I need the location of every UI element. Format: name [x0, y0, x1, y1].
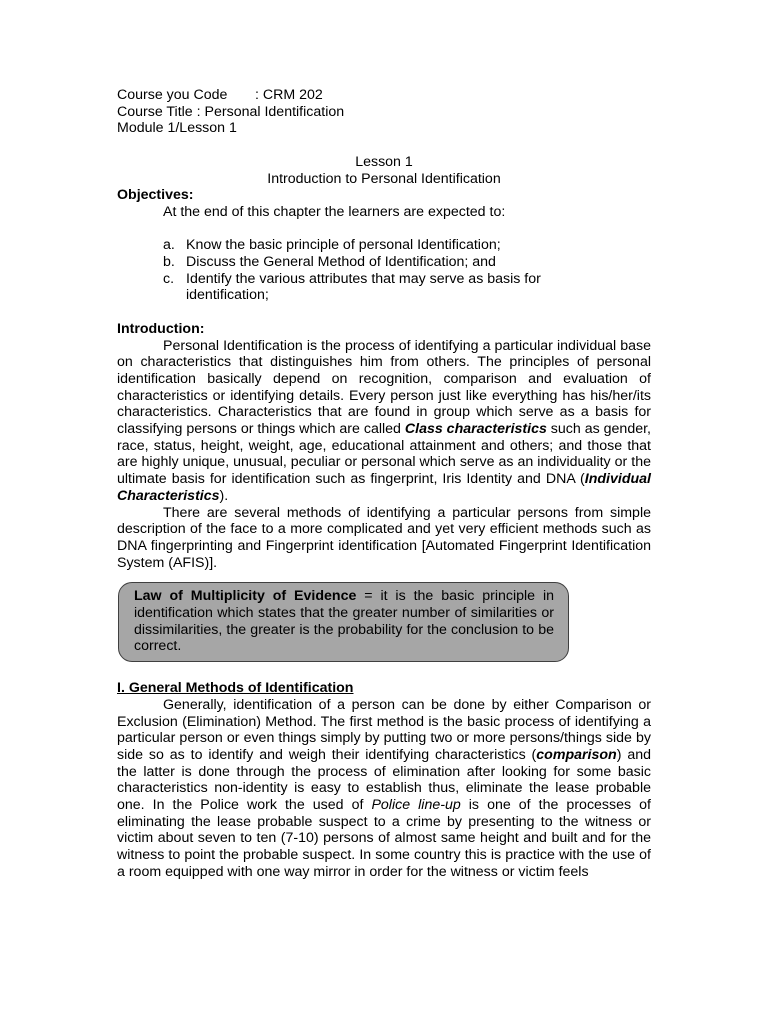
spacer: [117, 221, 651, 238]
callout-term: Law of Multiplicity of Evidence: [134, 588, 357, 605]
objective-item: [163, 237, 651, 254]
objective-text: Discuss the General Method of Identification; and: [186, 254, 496, 270]
course-code-label: Course you Code: [117, 87, 228, 103]
section-text-b: ) and the latter is done through the process of elimination after looking for some basic characteristics non-identity is easy to establish thus, eliminate the lease probable one. In the Police work the used of: [117, 746, 651, 814]
lesson-title: Introduction to Personal Identification: [267, 170, 501, 187]
objective-marker: c.: [163, 270, 175, 287]
objective-marker: a.: [163, 237, 175, 254]
spacer: [117, 137, 651, 154]
police-lineup-term: Police line-up: [371, 797, 461, 814]
objective-item: [163, 271, 651, 304]
objectives-heading: Objectives:: [117, 187, 194, 204]
course-code-value: : CRM 202: [255, 87, 323, 103]
intro-text-a: Personal Identification is the process of identifying a particular individual base on characteristics that distinguishes him from others. The principles of personal identification basically depend on recognition, comparison and evaluation of characteristics or identifying details. Every person just like everything has his/her/its characteristics. Characteristics that are found in group which serve as a basis for classifying persons or things which are called: [117, 337, 651, 438]
lesson-number: Lesson 1: [355, 153, 413, 170]
class-characteristics-term: Class characteristics: [404, 421, 547, 438]
section-1-heading: I. General Methods of Identification: [117, 680, 354, 697]
spacer: [117, 304, 651, 321]
objective-item: [163, 254, 651, 271]
introduction-paragraph-2: There are several methods of identifying a particular persons from simple description of the face to a more complicated and yet very efficient methods such as DNA fingerprinting and Fingerprint identification [Automated Fingerprint Identification System (AFIS)].: [117, 504, 651, 571]
objectives-intro: At the end of this chapter the learners are expected to:: [163, 203, 506, 220]
section-text-a: Generally, identification of a person can be done by either Comparison or Exclusion (Elimination) Method. The first method is the basic process of identifying a particular person or even things simply by putting two or more persons/things side by side so as to identify and weigh their identifying characteristics (: [117, 696, 651, 763]
lesson-heading: [117, 154, 651, 187]
comparison-term: comparison: [536, 746, 617, 763]
callout-text: = it is the basic principle in identification which states that the greater number of similarities or dissimilarities, the greater is the probability for the conclusion to be correct.: [134, 588, 554, 655]
objectives-list: [117, 237, 651, 304]
individual-characteristics-term: Individual Characteristics: [117, 471, 651, 504]
course-title-line: [117, 104, 651, 121]
objective-text: Know the basic principle of personal Identification;: [186, 237, 501, 254]
course-title-value: : Personal Identification: [196, 103, 345, 120]
course-header: [117, 87, 651, 137]
law-of-multiplicity-callout: [118, 582, 569, 662]
module-label: Module 1/Lesson 1: [117, 120, 237, 137]
course-title-label: Course Title: [117, 103, 193, 120]
course-code-line: [117, 87, 651, 104]
objective-marker: b.: [163, 254, 175, 270]
section-1-paragraph: [117, 697, 651, 881]
objective-text: Identify the various attributes that may serve as basis for identification;: [186, 270, 541, 304]
introduction-paragraph-1: [117, 338, 651, 505]
section-text-c: is one of the processes of eliminating the lease probable suspect to a crime by presenting to the witness or victim about seven to ten (7-10) persons of almost same height and built and for the witness to point the probable suspect. In some country this is practice with the use of a room equipped with one way mirror in order for the witness or victim feels: [117, 797, 651, 880]
intro-text-b: such as gender, race, status, height, weight, age, educational attainment and others; and those that are highly unique, unusual, peculiar or personal which serve as an individuality or the ultimate basis for identification such as fingerprint, Iris Identity and DNA (: [117, 421, 651, 488]
intro-text-c: ).: [219, 487, 229, 504]
introduction-heading: Introduction:: [117, 320, 205, 337]
document-page: [117, 87, 651, 881]
spacer: [117, 662, 651, 680]
